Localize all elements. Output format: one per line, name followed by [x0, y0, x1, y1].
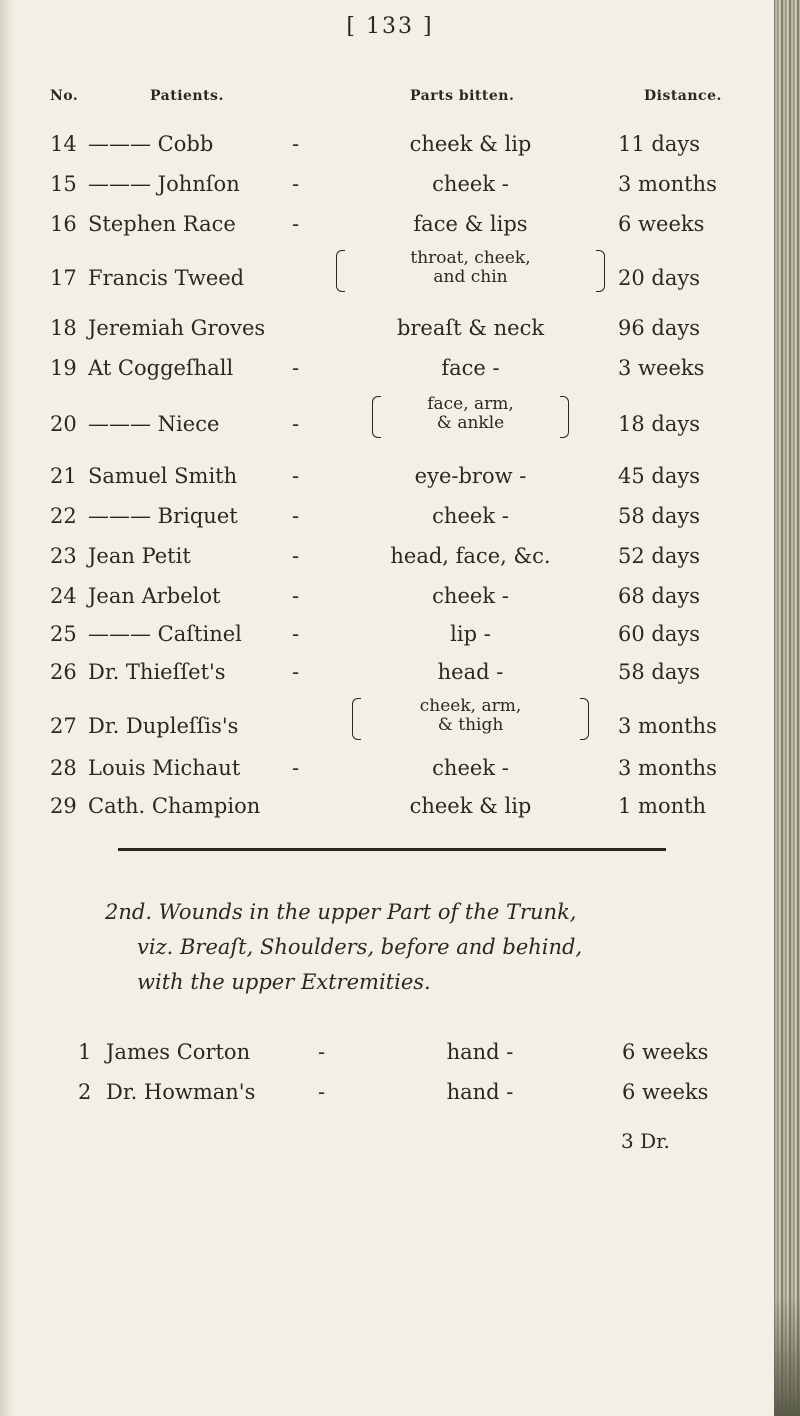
- table-row: [0, 1040, 770, 1078]
- part-bitten: cheek -: [432, 756, 509, 780]
- part-bitten: face -: [441, 356, 500, 380]
- distance: 58 days: [618, 660, 701, 684]
- row-number: 20: [50, 412, 77, 436]
- row-number: 25: [50, 622, 77, 646]
- table-row: [0, 248, 770, 304]
- part-line: throat, cheek,: [410, 248, 531, 268]
- table-row: [0, 1080, 770, 1118]
- section-heading-line: with the upper Extremities.: [137, 970, 431, 994]
- separator-dash: -: [292, 622, 300, 646]
- patient-name: ——— Caſtinel: [88, 622, 242, 646]
- separator-dash: -: [318, 1040, 326, 1064]
- patient-name: ——— Niece: [88, 412, 220, 436]
- column-header-no: No.: [50, 88, 79, 104]
- distance: 58 days: [618, 504, 701, 528]
- separator-dash: -: [292, 504, 300, 528]
- patient-name: Samuel Smith: [88, 464, 238, 488]
- section-divider: [118, 848, 666, 851]
- part-bitten: [323, 249, 618, 287]
- distance: 68 days: [618, 584, 701, 608]
- distance: 3 months: [618, 756, 717, 780]
- separator-dash: -: [292, 412, 300, 436]
- distance: 96 days: [618, 316, 701, 340]
- patient-name: Cath. Champion: [88, 794, 261, 818]
- distance: 6 weeks: [618, 212, 705, 236]
- distance: 1 month: [618, 794, 707, 818]
- row-number: 15: [50, 172, 77, 196]
- table-row: [0, 212, 770, 250]
- row-number: 29: [50, 794, 77, 818]
- part-bitten: cheek -: [432, 584, 509, 608]
- part-bitten: head -: [437, 660, 504, 684]
- part-bitten: [323, 697, 618, 735]
- right-brace: [560, 396, 569, 438]
- part-bitten: eye-brow -: [414, 464, 527, 488]
- table-row: [0, 794, 770, 832]
- page-number: [ 133 ]: [346, 14, 434, 39]
- column-header-patients: Patients.: [150, 88, 224, 104]
- patient-name: Dr. Dupleſſis's: [88, 714, 239, 738]
- table-row: [0, 316, 770, 354]
- part-line: cheek, arm,: [419, 696, 522, 716]
- distance: 3 months: [618, 172, 717, 196]
- table-row: [0, 756, 770, 794]
- patient-name: At Coggeſhall: [88, 356, 234, 380]
- separator-dash: -: [292, 464, 300, 488]
- table-row: [0, 696, 770, 752]
- section-heading-line: 2nd. Wounds in the upper Part of the Trunk,: [105, 900, 577, 924]
- separator-dash: -: [292, 132, 300, 156]
- row-number: 21: [50, 464, 77, 488]
- column-header-distance: Distance.: [644, 88, 722, 104]
- catchword: 3 Dr.: [621, 1129, 670, 1153]
- part-bitten: face & lips: [413, 212, 528, 236]
- distance: 11 days: [618, 132, 701, 156]
- distance: 6 weeks: [622, 1040, 709, 1064]
- part-bitten: cheek -: [432, 172, 509, 196]
- row-number: 17: [50, 266, 77, 290]
- row-number: 24: [50, 584, 77, 608]
- part-bitten: hand -: [446, 1080, 514, 1104]
- part-bitten: breaſt & neck: [396, 316, 545, 340]
- table-row: [0, 132, 770, 170]
- book-spine: [774, 0, 800, 1416]
- part-bitten: [323, 395, 618, 433]
- row-number: 18: [50, 316, 77, 340]
- part-line: and chin: [433, 267, 508, 287]
- right-brace: [580, 698, 589, 740]
- patient-name: Jean Arbelot: [88, 584, 221, 608]
- table-row: [0, 504, 770, 542]
- part-line: face, arm,: [427, 394, 514, 414]
- part-bitten: cheek & lip: [409, 794, 532, 818]
- part-bitten: hand -: [446, 1040, 514, 1064]
- table-row: [0, 356, 770, 394]
- table-row: [0, 172, 770, 210]
- part-line: & ankle: [436, 413, 505, 433]
- patient-name: Dr. Thieſſet's: [88, 660, 226, 684]
- table-row: [0, 544, 770, 582]
- table-row: [0, 464, 770, 502]
- separator-dash: -: [292, 212, 300, 236]
- part-bitten: head, face, &c.: [390, 544, 551, 568]
- row-number: 14: [50, 132, 77, 156]
- row-number: 19: [50, 356, 77, 380]
- separator-dash: -: [292, 584, 300, 608]
- table-row: [0, 394, 770, 450]
- table-row: [0, 622, 770, 660]
- patient-name: Stephen Race: [88, 212, 236, 236]
- distance: 60 days: [618, 622, 701, 646]
- distance: 18 days: [618, 412, 701, 436]
- part-line: & thigh: [437, 715, 504, 735]
- separator-dash: -: [292, 756, 300, 780]
- part-bitten: cheek & lip: [409, 132, 532, 156]
- row-number: 2: [78, 1080, 92, 1104]
- distance: 3 weeks: [618, 356, 705, 380]
- patient-name: Jean Petit: [88, 544, 191, 568]
- section-heading: [105, 895, 705, 1000]
- separator-dash: -: [292, 544, 300, 568]
- patient-name: James Corton: [106, 1040, 251, 1064]
- distance: 3 months: [618, 714, 717, 738]
- patient-name: ——— Briquet: [88, 504, 238, 528]
- separator-dash: -: [292, 172, 300, 196]
- part-bitten: cheek -: [432, 504, 509, 528]
- row-number: 26: [50, 660, 77, 684]
- row-number: 23: [50, 544, 77, 568]
- distance: 45 days: [618, 464, 701, 488]
- distance: 20 days: [618, 266, 701, 290]
- section-heading-line: viz. Breaſt, Shoulders, before and behind,: [137, 935, 583, 959]
- patient-name: Jeremiah Groves: [88, 316, 266, 340]
- patient-name: Louis Michaut: [88, 756, 241, 780]
- row-number: 27: [50, 714, 77, 738]
- right-brace: [596, 250, 605, 292]
- patient-name: Francis Tweed: [88, 266, 245, 290]
- separator-dash: -: [292, 356, 300, 380]
- patient-name: ——— Johnſon: [88, 172, 240, 196]
- distance: 6 weeks: [622, 1080, 709, 1104]
- separator-dash: -: [292, 660, 300, 684]
- part-bitten: lip -: [450, 622, 491, 646]
- separator-dash: -: [318, 1080, 326, 1104]
- patient-name: Dr. Howman's: [106, 1080, 256, 1104]
- row-number: 16: [50, 212, 77, 236]
- patient-name: ——— Cobb: [88, 132, 214, 156]
- row-number: 22: [50, 504, 77, 528]
- distance: 52 days: [618, 544, 701, 568]
- row-number: 28: [50, 756, 77, 780]
- table-row: [0, 660, 770, 698]
- row-number: 1: [78, 1040, 92, 1064]
- table-row: [0, 584, 770, 622]
- column-header-parts: Parts bitten.: [410, 88, 515, 104]
